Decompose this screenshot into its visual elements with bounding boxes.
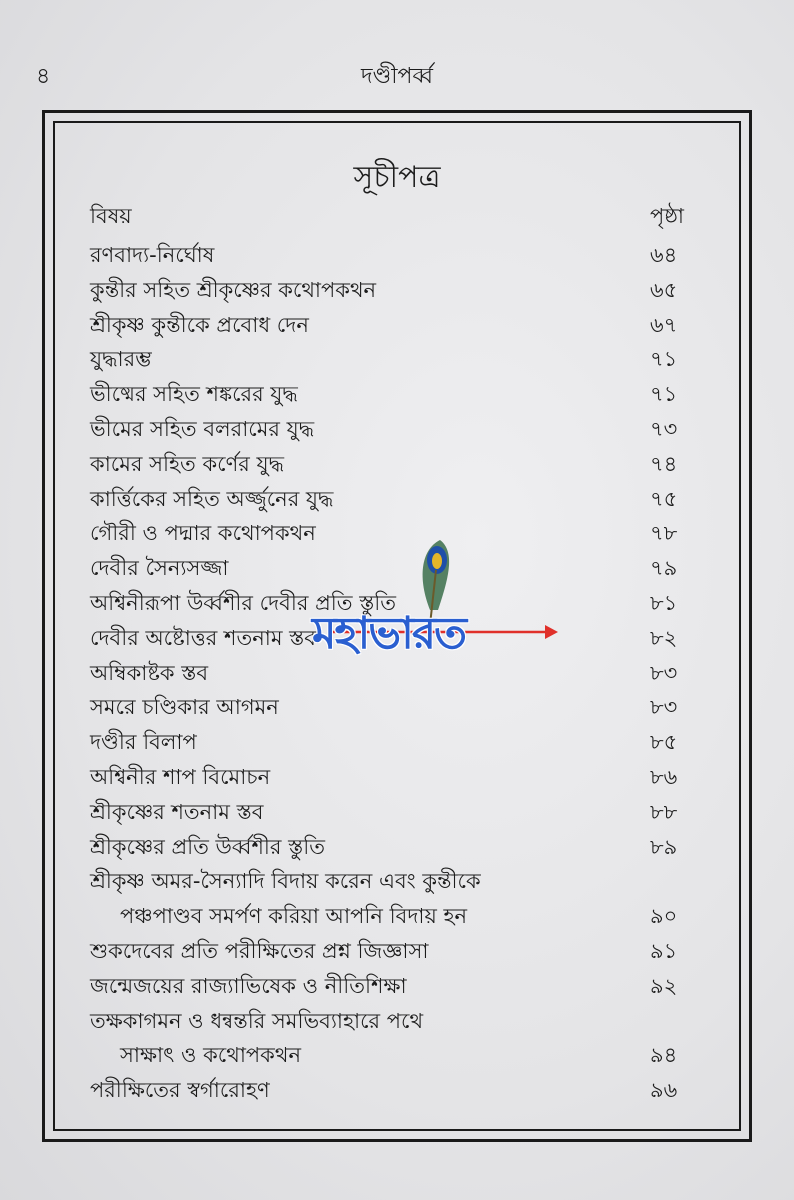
toc-entry-title: দেবীর সৈন্যসজ্জা [90, 556, 229, 581]
page-number: ৪ [36, 64, 51, 89]
toc-row [0, 690, 794, 725]
toc-entry-page: ৬৭ [650, 312, 678, 337]
toc-entry-page: ৬৪ [650, 243, 678, 267]
toc-entry-title: শ্রীকৃষ্ণের শতনাম স্তব [90, 799, 264, 824]
toc-entry-page: ৭১ [650, 347, 678, 372]
toc-entry-title: তক্ষকাগমন ও ধন্বন্তরি সমভিব্যাহারে পথে [90, 1008, 424, 1033]
toc-row [0, 864, 794, 899]
toc-entry-title: রণবাদ্য-নির্ঘোষ [90, 243, 215, 267]
toc-entry-title: কামের সহিত কর্ণের যুদ্ধ [90, 451, 285, 476]
toc-row [0, 969, 794, 1004]
toc-row [0, 795, 794, 830]
toc-entry-page: ৯২ [650, 973, 678, 998]
toc-entry-title: শ্রীকৃষ্ণের প্রতি উর্ব্বশীর স্তুতি [90, 834, 325, 859]
toc-row [0, 447, 794, 482]
column-header-subject: বিষয় [90, 204, 132, 228]
toc-entry-page: ৯৬ [650, 1078, 678, 1103]
toc-row [0, 308, 794, 343]
toc-heading: সূচীপত্র [353, 160, 441, 195]
toc-entry-page: ৯১ [650, 938, 678, 963]
toc-entry-title: গৌরী ও পদ্মার কথোপকথন [90, 521, 316, 546]
toc-entry-title: অশ্বিনীর শাপ বিমোচন [90, 764, 271, 789]
toc-row [0, 412, 794, 447]
toc-entry-title: শ্রীকৃষ্ণ কুন্তীকে প্রবোধ দেন [90, 312, 309, 337]
toc-entry-page: ৭৯ [650, 556, 678, 581]
toc-entry-page: ৯০ [650, 904, 678, 929]
toc-row [0, 1073, 794, 1108]
toc-entry-page: ৭৩ [650, 416, 678, 441]
toc-entry-title: পরীক্ষিতের স্বর্গারোহণ [90, 1078, 270, 1103]
toc-entry-page: ৯৪ [650, 1043, 678, 1068]
toc-entry-title: সমরে চণ্ডিকার আগমন [90, 695, 279, 720]
toc-row [0, 1038, 794, 1073]
toc-entry-title: পঞ্চপাণ্ডব সমর্পণ করিয়া আপনি বিদায় হন [120, 904, 468, 929]
toc-entry-page: ৮৫ [650, 730, 678, 755]
toc-row [0, 342, 794, 377]
column-header-page: পৃষ্ঠা [650, 204, 685, 228]
toc-entry-title: জন্মেজয়ের রাজ্যাভিষেক ও নীতিশিক্ষা [90, 973, 407, 998]
toc-entry-title: দেবীর অষ্টোত্তর শতনাম স্তব [90, 625, 316, 650]
toc-entry-page: ৬৫ [650, 277, 678, 302]
toc-entry-page: ৮৮ [650, 799, 678, 824]
toc-entry-title: অম্বিকাষ্টক স্তব [90, 660, 209, 685]
toc-entry-title: ভীষ্মের সহিত শঙ্করের যুদ্ধ [90, 382, 298, 407]
toc-entry-page: ৮৩ [650, 660, 678, 685]
toc-row [0, 725, 794, 760]
watermark-text: মহাভারত [312, 608, 466, 659]
toc-entry-page: ৮৬ [650, 764, 678, 789]
toc-entry-title: ভীমের সহিত বলরামের যুদ্ধ [90, 416, 315, 441]
toc-entry-page: ৭৫ [650, 486, 678, 511]
toc-entry-page: ৮৩ [650, 695, 678, 720]
toc-row [0, 934, 794, 969]
toc-row [0, 377, 794, 412]
toc-entry-title: কার্ত্তিকের সহিত অর্জ্জুনের যুদ্ধ [90, 486, 334, 511]
running-title: দণ্ডীপর্ব্ব [361, 64, 433, 89]
toc-entry-title: যুদ্ধারম্ভ [90, 347, 152, 372]
toc-row [0, 482, 794, 517]
toc-entry-title: অশ্বিনীরূপা উর্ব্বশীর দেবীর প্রতি স্তুতি [90, 590, 397, 615]
toc-entry-title: দণ্ডীর বিলাপ [90, 730, 197, 755]
toc-entry-title: শুকদেবের প্রতি পরীক্ষিতের প্রশ্ন জিজ্ঞাসা [90, 938, 429, 963]
toc-row [0, 830, 794, 865]
toc-entry-title: সাক্ষাৎ ও কথোপকথন [120, 1043, 301, 1068]
toc-entry-page: ৭১ [650, 382, 678, 407]
toc-entry-page: ৭৪ [650, 451, 678, 476]
toc-row [0, 238, 794, 273]
toc-row [0, 273, 794, 308]
toc-row [0, 760, 794, 795]
toc-entry-page: ৮২ [650, 625, 678, 650]
toc-entry-page: ৮১ [650, 590, 678, 615]
toc-row [0, 899, 794, 934]
toc-entry-page: ৮৯ [650, 834, 678, 859]
toc-row [0, 1004, 794, 1039]
toc-entry-page: ৭৮ [650, 521, 678, 546]
toc-entry-title: শ্রীকৃষ্ণ অমর-সৈন্যাদি বিদায় করেন এবং কুন্তীকে [90, 869, 481, 894]
toc-entry-title: কুন্তীর সহিত শ্রীকৃষ্ণের কথোপকথন [90, 277, 377, 302]
